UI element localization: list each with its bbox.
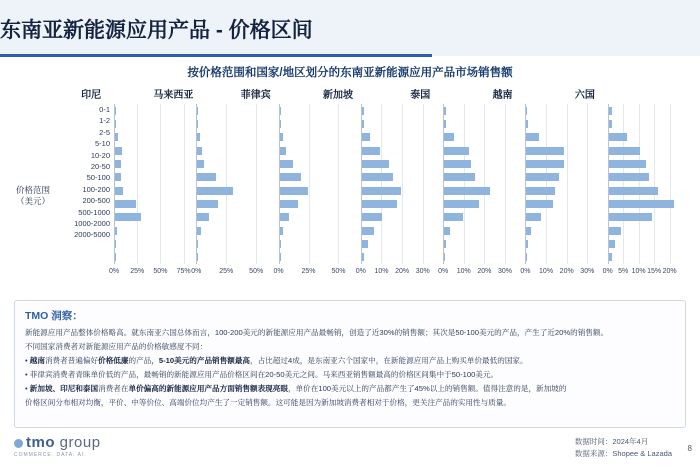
x-tick-label: 0% — [273, 268, 284, 275]
bar — [444, 253, 445, 261]
category-labels — [54, 104, 114, 241]
gridline — [338, 104, 339, 264]
bar — [526, 147, 563, 155]
x-tick-label: 5% — [618, 268, 629, 275]
bar — [609, 173, 649, 181]
bar — [444, 120, 446, 128]
panel-headers — [54, 86, 682, 102]
panel-header: 六国 — [574, 90, 595, 101]
bar — [115, 227, 117, 235]
chart-panel — [108, 104, 191, 275]
bar — [280, 227, 284, 235]
bar — [115, 173, 121, 181]
panels — [108, 104, 682, 275]
bar — [115, 147, 122, 155]
bar — [609, 147, 640, 155]
bar — [197, 107, 198, 115]
x-tick-label: 25% — [219, 268, 234, 275]
title-band — [0, 0, 700, 56]
bar — [115, 213, 141, 221]
bar — [362, 147, 381, 155]
bar — [280, 133, 284, 141]
x-tick-label: 20% — [477, 268, 492, 275]
gridline — [464, 104, 465, 264]
bar — [197, 133, 199, 141]
title-underline — [0, 54, 432, 57]
bar — [115, 107, 116, 115]
gridline — [484, 104, 485, 264]
category-label: 1000-2000 — [74, 218, 110, 228]
gridline — [654, 104, 655, 264]
x-tick-label: 0% — [191, 268, 202, 275]
category-label: 2000-5000 — [74, 230, 110, 240]
bar — [526, 253, 527, 261]
x-tick-label: 30% — [580, 268, 595, 275]
panel-header: 泰国 — [410, 90, 431, 101]
x-tick-label: 75% — [176, 268, 191, 275]
chart-title: 按价格范围和国家/地区划分的东南亚新能源应用产品市场销售额 — [187, 67, 513, 79]
x-tick-label: 25% — [301, 268, 316, 275]
bar — [526, 200, 553, 208]
x-tick-label: 20% — [662, 268, 677, 275]
bar — [609, 240, 615, 248]
category-label: 2-5 — [99, 127, 110, 137]
bar — [444, 227, 450, 235]
source-date: 数据时间：2024年4月 — [574, 437, 649, 446]
x-tick-label: 20% — [559, 268, 574, 275]
gridline — [137, 104, 138, 264]
insight-box — [14, 300, 686, 428]
source-name: 数据来源：Shopee & Lazada — [574, 449, 672, 458]
bar — [362, 133, 370, 141]
bar — [197, 213, 209, 221]
bar — [280, 253, 281, 261]
footer — [0, 430, 700, 470]
gridline — [184, 104, 185, 264]
bar — [280, 107, 281, 115]
bar — [115, 240, 116, 248]
bar — [444, 173, 475, 181]
source-info — [575, 436, 672, 460]
bar — [280, 173, 302, 181]
chart-panel — [438, 104, 517, 275]
plot-area — [54, 86, 682, 282]
bar — [115, 200, 136, 208]
category-label: 5-10 — [94, 139, 110, 149]
x-tick-label: 20% — [395, 268, 410, 275]
bar — [609, 133, 628, 141]
gridline — [160, 104, 161, 264]
insight-title: TMO 洞察： — [25, 310, 83, 322]
bar — [362, 213, 383, 221]
bar — [115, 253, 116, 261]
gridline — [381, 104, 382, 264]
gridline — [226, 104, 227, 264]
insight-body — [25, 327, 675, 408]
category-label: 50-100 — [86, 173, 110, 183]
x-tick-label: 0% — [520, 268, 531, 275]
chart-panel — [355, 104, 435, 275]
bar — [609, 200, 674, 208]
bar — [280, 187, 309, 195]
bar — [609, 213, 652, 221]
logo-dot-icon — [14, 439, 23, 448]
panel-header: 越南 — [492, 90, 513, 101]
y-axis-title: 价格范围（美元） — [16, 185, 51, 206]
bar — [444, 200, 479, 208]
bar — [526, 160, 563, 168]
bar — [526, 213, 540, 221]
bar — [444, 147, 469, 155]
x-tick-label: 50% — [249, 268, 264, 275]
bar — [444, 133, 454, 141]
bar — [526, 240, 528, 248]
x-tick-label: 30% — [415, 268, 430, 275]
bar — [280, 200, 298, 208]
bar — [115, 120, 116, 128]
bar — [280, 160, 293, 168]
brand-logo — [14, 434, 101, 458]
bar — [280, 147, 286, 155]
gridline — [670, 104, 671, 264]
panel-header: 马来西亚 — [153, 90, 194, 101]
bar — [197, 227, 201, 235]
bar — [444, 160, 471, 168]
bar — [362, 120, 364, 128]
bar — [609, 120, 612, 128]
bar — [197, 120, 198, 128]
x-tick-label: 10% — [539, 268, 554, 275]
x-tick-label: 50% — [153, 268, 168, 275]
bar — [197, 187, 233, 195]
panel-header: 印尼 — [81, 90, 102, 101]
bar — [526, 107, 527, 115]
x-tick-label: 0% — [602, 268, 613, 275]
bar — [115, 160, 121, 168]
x-tick-label: 0% — [355, 268, 366, 275]
bar — [609, 107, 612, 115]
insight-paragraph: 价格区间分布相对均衡，平价、中等价位、高端价位均产生了一定销售额。这可能是因为新加坡消费者相对于价格，更关注产品的实用性与质量。 — [25, 398, 511, 407]
bar — [197, 240, 198, 248]
x-tick-label: 25% — [130, 268, 145, 275]
gridline — [505, 104, 506, 264]
bar — [526, 187, 555, 195]
bar — [197, 160, 204, 168]
bar — [609, 187, 659, 195]
logo-subtitle: COMMERCE. DATA. AI. — [14, 452, 87, 458]
insight-paragraph: • 菲律宾消费者青睐单价低的产品，最畅销的新能源应用产品价格区间在20-50美元之间。马来西亚销售额最高的价格区间集中于50-100美元。 — [25, 370, 499, 379]
bar — [444, 187, 489, 195]
gridline — [587, 104, 588, 264]
bar — [526, 133, 538, 141]
x-tick-label: 10% — [374, 268, 389, 275]
page-title: 东南亚新能源应用产品 - 价格区间 — [0, 19, 313, 42]
bar — [444, 213, 463, 221]
bar — [197, 147, 202, 155]
bar — [362, 253, 364, 261]
bar — [197, 200, 217, 208]
bar — [115, 133, 118, 141]
panel-header: 菲律宾 — [240, 90, 271, 101]
chart-panel — [273, 104, 353, 275]
category-label: 1-2 — [99, 116, 110, 126]
bar — [362, 240, 368, 248]
bar — [280, 120, 281, 128]
bar — [362, 107, 364, 115]
bar — [362, 227, 374, 235]
bar — [362, 160, 389, 168]
bar — [362, 173, 393, 181]
category-label: 500-1000 — [78, 207, 110, 217]
panel-header: 新加坡 — [322, 90, 353, 101]
bar — [362, 200, 397, 208]
category-label: 100-200 — [82, 184, 110, 194]
gridline — [567, 104, 568, 264]
x-tick-label: 0% — [438, 268, 449, 275]
category-label: 10-20 — [90, 150, 110, 160]
bar — [609, 160, 646, 168]
x-tick-label: 30% — [498, 268, 513, 275]
bar — [197, 253, 198, 261]
chart-panel — [602, 104, 682, 275]
category-label: 0-1 — [99, 105, 110, 114]
x-tick-label: 50% — [331, 268, 346, 275]
bar — [197, 173, 216, 181]
bar — [526, 120, 528, 128]
insight-paragraph: 不同国家消费者对新能源应用产品的价格敏感度不同： — [25, 342, 208, 351]
category-label: 20-50 — [90, 161, 110, 171]
bar — [526, 173, 559, 181]
bar — [444, 107, 446, 115]
chart-container — [14, 60, 686, 298]
insight-paragraph: 新能源应用产品整体价格略高。就东南亚六国总体而言，100-200美元的新能源应用产品最畅销，创造了近30%的销售额；其次是50-100美元的产品，产生了近20%的销售额。 — [25, 328, 609, 337]
gridline — [423, 104, 424, 264]
gridline — [639, 104, 640, 264]
bar — [526, 227, 530, 235]
x-tick-label: 15% — [647, 268, 662, 275]
gridline — [402, 104, 403, 264]
bar — [280, 213, 290, 221]
bar — [115, 187, 123, 195]
bar — [444, 240, 446, 248]
gridline — [309, 104, 310, 264]
x-tick-label: 0% — [108, 268, 120, 275]
gridline — [256, 104, 257, 264]
bar — [280, 240, 281, 248]
logo-text: tmo group — [14, 434, 101, 451]
bar — [362, 187, 401, 195]
insight-paragraph: • 新加坡、印尼和泰国消费者在单价偏高的新能源应用产品方面销售额表现亮眼，单价在100美元以上的产品都产生了45%以上的销售额。值得注意的是，新加坡的 — [25, 384, 567, 393]
x-tick-label: 10% — [631, 268, 646, 275]
bar — [609, 227, 621, 235]
chart-panel — [191, 104, 270, 275]
insight-paragraph: • 越南消费者普遍偏好价格低廉的产品，5-10美元的产品销售额最高，占比超过4成，是东南亚六个国家中，在新能源应用产品上购买单价最低的国家。 — [25, 356, 528, 365]
chart-panel — [520, 104, 599, 275]
category-label: 200-500 — [82, 196, 110, 206]
gridline — [546, 104, 547, 264]
gridline — [623, 104, 624, 264]
page-number: 8 — [687, 444, 692, 453]
x-tick-label: 10% — [456, 268, 471, 275]
bar — [609, 253, 612, 261]
